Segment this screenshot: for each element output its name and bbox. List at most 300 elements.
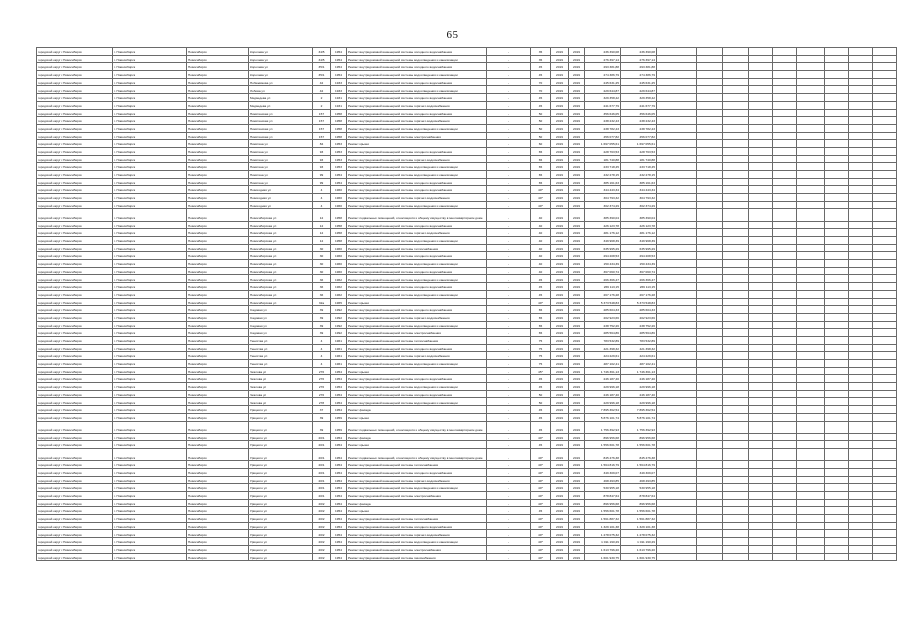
cell-empty [873, 298, 897, 306]
cell-locality: г. Новосибирск [113, 413, 187, 421]
cell-empty [797, 186, 825, 194]
cell-cost-total: 229 644,87 [621, 86, 657, 94]
cell-empty-col: - [487, 449, 531, 461]
cell-cost-total: 481 176,12 [621, 229, 657, 237]
cell-build-year: 1962 [331, 275, 347, 283]
cell-cost: 304 793,32 [585, 194, 621, 202]
cell-empty [723, 306, 749, 314]
cell-end-year: 2019 [569, 155, 585, 163]
cell-empty [825, 109, 849, 117]
cell-empty [773, 283, 797, 291]
cell-work-type: Ремонт крыши [347, 298, 487, 306]
cell-empty [873, 468, 897, 476]
cell-empty [657, 484, 697, 492]
cell-empty [773, 538, 797, 546]
cell-empty [773, 117, 797, 125]
cell-empty [657, 313, 697, 321]
cell-municipality: городской округ г.Новосибирск [37, 124, 113, 132]
cell-empty [873, 155, 897, 163]
cell-work-type: Ремонт внутридомовой инженерной системы холодного водоснабжения [347, 109, 487, 117]
cell-municipality: городской округ г.Новосибирск [37, 260, 113, 268]
cell-municipality: городской округ г.Новосибирск [37, 221, 113, 229]
table-row [37, 117, 897, 125]
cell-house-number: 30 [313, 260, 331, 268]
table-row [37, 441, 897, 449]
cell-cost: 349 309,07 [585, 468, 621, 476]
cell-empty [825, 186, 849, 194]
cell-empty [723, 101, 749, 109]
cell-empty [797, 201, 825, 209]
cell-work-type: Ремонт внутридомовой инженерной системы водоотведения и канализации [347, 538, 487, 546]
table-row [37, 132, 897, 140]
cell-empty [849, 55, 873, 63]
cell-city: Новосибирск [187, 194, 249, 202]
cell-start-year: 2019 [551, 101, 569, 109]
cell-end-year: 2019 [569, 321, 585, 329]
cell-empty [697, 461, 723, 469]
cell-build-year: 1961 [331, 352, 347, 360]
cell-empty [873, 209, 897, 221]
cell-empty-col: - [487, 398, 531, 406]
cell-cost-total: 896 956,68 [621, 499, 657, 507]
cell-empty [849, 201, 873, 209]
cell-empty [873, 553, 897, 561]
cell-empty [849, 178, 873, 186]
cell-cost-total: 294 208,53 [621, 252, 657, 260]
cell-empty [825, 275, 849, 283]
cell-start-year: 2019 [551, 194, 569, 202]
cell-build-year: 1954 [331, 530, 347, 538]
cell-empty [657, 109, 697, 117]
cell-empty [723, 117, 749, 125]
cell-empty-col: - [487, 178, 531, 186]
cell-empty [797, 484, 825, 492]
cell-locality: г. Новосибирск [113, 78, 187, 86]
cell-empty [825, 78, 849, 86]
cell-empty [697, 237, 723, 245]
cell-empty [849, 117, 873, 125]
cell-work-type: Ремонт подвальных помещений, относящихся к общему имуществу в многоквартирном доме [347, 449, 487, 461]
cell-cost: 5 876 101,74 [585, 413, 621, 421]
cell-empty [657, 86, 697, 94]
cell-cost-total: 276 397,14 [621, 55, 657, 63]
cell-cost: 1 564 816,79 [585, 461, 621, 469]
cell-empty [825, 201, 849, 209]
cell-empty [849, 499, 873, 507]
cell-end-year: 2019 [569, 290, 585, 298]
cell-cost: 181 740,88 [585, 155, 621, 163]
cell-work-type: Ремонт внутридомовой инженерной системы водоотведения и канализации [347, 398, 487, 406]
cell-empty [749, 178, 773, 186]
cell-empty [773, 530, 797, 538]
cell-house-number: 157 [313, 117, 331, 125]
cell-empty [697, 147, 723, 155]
cell-cost-total: 267 176,28 [621, 290, 657, 298]
cell-empty-col: - [487, 298, 531, 306]
cell-empty [723, 252, 749, 260]
cell-locality: г. Новосибирск [113, 367, 187, 375]
cell-street: Урицкого ул [249, 476, 313, 484]
cell-empty [873, 515, 897, 523]
table-row [37, 398, 897, 406]
cell-empty [723, 367, 749, 375]
cell-empty [849, 367, 873, 375]
cell-house-number: 20/1 [313, 461, 331, 469]
cell-cost: 241 677,79 [585, 101, 621, 109]
cell-municipality: городской округ г.Новосибирск [37, 538, 113, 546]
cell-municipality: городской округ г.Новосибирск [37, 55, 113, 63]
cell-empty [723, 449, 749, 461]
cell-cost: 285 604,33 [585, 306, 621, 314]
cell-empty [697, 275, 723, 283]
cell-cost: 783 532,89 [585, 336, 621, 344]
cell-work-type: Ремонт внутридомовой инженерной системы водоотведения и канализации [347, 360, 487, 368]
cell-empty [825, 306, 849, 314]
cell-cost-total: 1 561 887,32 [621, 515, 657, 523]
cell-empty-col: - [487, 101, 531, 109]
cell-empty [873, 492, 897, 500]
cell-empty [657, 48, 697, 56]
cell-empty [849, 147, 873, 155]
cell-build-year: 1954 [331, 484, 347, 492]
cell-house-number: 4 [313, 336, 331, 344]
cell-empty [749, 476, 773, 484]
cell-empty [773, 413, 797, 421]
cell-build-year: 1992 [331, 321, 347, 329]
cell-empty [749, 390, 773, 398]
cell-empty [657, 433, 697, 441]
cell-empty [749, 260, 773, 268]
cell-build-year: 1954 [331, 375, 347, 383]
cell-locality: г. Новосибирск [113, 147, 187, 155]
table-row [37, 492, 897, 500]
cell-empty [723, 201, 749, 209]
cell-cost-total: 356 646,05 [621, 109, 657, 117]
cell-start-year: 2019 [551, 55, 569, 63]
table-row [37, 329, 897, 337]
cell-empty [749, 229, 773, 237]
cell-empty [825, 530, 849, 538]
cell-empty [749, 545, 773, 553]
cell-empty [773, 375, 797, 383]
cell-locality: г. Новосибирск [113, 186, 187, 194]
cell-street: Никитина ул [249, 155, 313, 163]
cell-start-year: 2019 [551, 260, 569, 268]
cell-work-type: Ремонт внутридомовой инженерной системы теплоснабжения [347, 336, 487, 344]
cell-empty [797, 449, 825, 461]
cell-empty [873, 290, 897, 298]
cell-build-year: 1954 [331, 398, 347, 406]
cell-empty [797, 545, 825, 553]
cell-empty [723, 55, 749, 63]
cell-empty [773, 398, 797, 406]
cell-house-number: 276 [313, 375, 331, 383]
cell-house-number: 20/2 [313, 515, 331, 523]
cell-empty [797, 71, 825, 79]
cell-empty-col: - [487, 492, 531, 500]
table-row [37, 538, 897, 546]
cell-empty [697, 468, 723, 476]
cell-cost: 878 847,64 [585, 492, 621, 500]
cell-empty [797, 507, 825, 515]
cell-wear-percent: 70 [531, 78, 551, 86]
cell-empty [749, 441, 773, 449]
table-row [37, 267, 897, 275]
cell-empty [723, 321, 749, 329]
cell-empty [873, 461, 897, 469]
cell-house-number: 34/5 [313, 48, 331, 56]
cell-work-type: Ремонт крыши [347, 441, 487, 449]
cell-empty [723, 63, 749, 71]
cell-city: Новосибирск [187, 78, 249, 86]
cell-empty [657, 538, 697, 546]
cell-empty [697, 441, 723, 449]
cell-empty [797, 237, 825, 245]
cell-empty [825, 260, 849, 268]
cell-empty [849, 124, 873, 132]
cell-wear-percent: 40* [531, 186, 551, 194]
table-row [37, 515, 897, 523]
cell-empty-col: - [487, 229, 531, 237]
cell-empty-col: - [487, 484, 531, 492]
cell-empty [873, 484, 897, 492]
cell-house-number: 30 [313, 252, 331, 260]
cell-wear-percent: 40 [531, 229, 551, 237]
cell-empty [773, 132, 797, 140]
cell-empty [849, 78, 873, 86]
cell-street: Новосибирская ул [249, 267, 313, 275]
cell-street: Урицкого ул [249, 499, 313, 507]
cell-empty [849, 237, 873, 245]
cell-empty [749, 63, 773, 71]
cell-cost-total: 233 718,45 [621, 163, 657, 171]
cell-start-year: 2019 [551, 398, 569, 406]
cell-build-year: 1954 [331, 367, 347, 375]
cell-street: Никитина ул [249, 171, 313, 179]
cell-locality: г. Новосибирск [113, 421, 187, 433]
cell-city: Новосибирск [187, 229, 249, 237]
cell-municipality: городской округ г.Новосибирск [37, 398, 113, 406]
cell-empty-col: - [487, 260, 531, 268]
cell-empty [697, 48, 723, 56]
cell-street: Новогодняя ул [249, 186, 313, 194]
cell-empty [657, 155, 697, 163]
cell-empty [873, 367, 897, 375]
cell-city: Новосибирск [187, 406, 249, 414]
cell-empty [773, 71, 797, 79]
cell-end-year: 2019 [569, 71, 585, 79]
cell-wear-percent: 45* [531, 367, 551, 375]
cell-empty [849, 383, 873, 391]
cell-city: Новосибирск [187, 124, 249, 132]
cell-cost-total: 238 782,43 [621, 124, 657, 132]
cell-end-year: 2019 [569, 267, 585, 275]
cell-empty [797, 441, 825, 449]
cell-cost: 385 390,04 [585, 209, 621, 221]
cell-house-number: 4 [313, 194, 331, 202]
cell-empty [825, 63, 849, 71]
cell-start-year: 2019 [551, 545, 569, 553]
cell-cost: 385 161,63 [585, 178, 621, 186]
cell-municipality: городской округ г.Новосибирск [37, 329, 113, 337]
cell-start-year: 2019 [551, 209, 569, 221]
cell-locality: г. Новосибирск [113, 283, 187, 291]
table-row [37, 406, 897, 414]
cell-empty [657, 336, 697, 344]
cell-empty [773, 229, 797, 237]
cell-empty [723, 461, 749, 469]
table-row [37, 336, 897, 344]
cell-wear-percent: 50 [531, 117, 551, 125]
cell-empty [773, 344, 797, 352]
cell-empty [849, 321, 873, 329]
cell-empty [697, 267, 723, 275]
cell-cost: 1 011 190,29 [585, 538, 621, 546]
cell-empty [873, 441, 897, 449]
cell-work-type: Ремонт внутридомовой инженерной системы теплоснабжения [347, 461, 487, 469]
cell-empty [849, 476, 873, 484]
cell-street: Новосибирская ул [249, 237, 313, 245]
cell-cost-total: 432 278,15 [621, 171, 657, 179]
cell-city: Новосибирск [187, 267, 249, 275]
cell-empty [697, 553, 723, 561]
cell-municipality: городской округ г.Новосибирск [37, 178, 113, 186]
cell-empty [723, 507, 749, 515]
cell-end-year: 2019 [569, 94, 585, 102]
cell-street: Никитина ул [249, 140, 313, 148]
cell-cost: 238 782,43 [585, 124, 621, 132]
cell-house-number: 35/1 [313, 71, 331, 79]
cell-work-type: Ремонт внутридомовой инженерной системы горячего водоснабжения [347, 476, 487, 484]
cell-empty-col: - [487, 147, 531, 155]
cell-street: Урицкого ул [249, 515, 313, 523]
table-row [37, 55, 897, 63]
cell-empty [749, 275, 773, 283]
cell-cost: 236 390,08 [585, 48, 621, 56]
cell-empty [697, 290, 723, 298]
cell-locality: г. Новосибирск [113, 433, 187, 441]
cell-city: Новосибирск [187, 507, 249, 515]
cell-cost: 1 746 361,13 [585, 367, 621, 375]
cell-empty [657, 461, 697, 469]
cell-locality: г. Новосибирск [113, 344, 187, 352]
cell-empty [697, 124, 723, 132]
cell-end-year: 2019 [569, 522, 585, 530]
cell-municipality: городской округ г.Новосибирск [37, 321, 113, 329]
cell-empty-col: - [487, 186, 531, 194]
cell-wear-percent: 60 [531, 140, 551, 148]
cell-empty [849, 290, 873, 298]
cell-city: Новосибирск [187, 237, 249, 245]
cell-empty [849, 484, 873, 492]
cell-empty [723, 147, 749, 155]
cell-street: Урицкого ул [249, 484, 313, 492]
cell-empty [697, 171, 723, 179]
cell-locality: г. Новосибирск [113, 63, 187, 71]
cell-end-year: 2019 [569, 186, 585, 194]
cell-empty [697, 515, 723, 523]
cell-empty [749, 155, 773, 163]
cell-empty [873, 94, 897, 102]
cell-locality: г. Новосибирск [113, 86, 187, 94]
cell-empty [825, 336, 849, 344]
cell-street: Королева ул [249, 48, 313, 56]
cell-city: Новосибирск [187, 421, 249, 433]
cell-work-type: Ремонт внутридомовой инженерной системы холодного водоснабжения [347, 48, 487, 56]
cell-city: Новосибирск [187, 201, 249, 209]
table-row [37, 375, 897, 383]
cell-empty [825, 237, 849, 245]
cell-cost-total: 367 060,74 [621, 267, 657, 275]
cell-empty [825, 406, 849, 414]
cell-empty [797, 171, 825, 179]
cell-empty [657, 321, 697, 329]
cell-city: Новосибирск [187, 553, 249, 561]
cell-cost: 432 278,15 [585, 171, 621, 179]
cell-empty [749, 367, 773, 375]
cell-start-year: 2019 [551, 468, 569, 476]
cell-empty [797, 178, 825, 186]
cell-wear-percent: 65 [531, 155, 551, 163]
cell-cost-total: 5 876 101,74 [621, 413, 657, 421]
cell-empty [849, 507, 873, 515]
cell-empty [749, 530, 773, 538]
cell-street: Медведева ул [249, 94, 313, 102]
cell-wear-percent: 45 [531, 413, 551, 421]
cell-empty [657, 201, 697, 209]
cell-locality: г. Новосибирск [113, 553, 187, 561]
table-row [37, 360, 897, 368]
cell-street: Урицкого ул [249, 461, 313, 469]
cell-empty [697, 155, 723, 163]
cell-cost-total: 1 011 190,29 [621, 538, 657, 546]
cell-wear-percent: 65 [531, 313, 551, 321]
cell-empty [697, 132, 723, 140]
cell-street: Новосибирская ул [249, 252, 313, 260]
cell-work-type: Ремонт фасада [347, 406, 487, 414]
cell-work-type: Ремонт внутридомовой инженерной системы водоотведения и канализации [347, 55, 487, 63]
cell-wear-percent: 45 [531, 94, 551, 102]
cell-house-number: 84 [313, 140, 331, 148]
table-row [37, 109, 897, 117]
cell-cost: 228 763,53 [585, 147, 621, 155]
cell-empty [697, 413, 723, 421]
cell-house-number: 278 [313, 398, 331, 406]
cell-house-number: 34/5 [313, 55, 331, 63]
cell-locality: г. Новосибирск [113, 260, 187, 268]
cell-empty-col: - [487, 171, 531, 179]
cell-empty [749, 94, 773, 102]
cell-end-year: 2019 [569, 538, 585, 546]
cell-empty-col: - [487, 433, 531, 441]
cell-city: Новосибирск [187, 209, 249, 221]
cell-house-number: 2 [313, 101, 331, 109]
cell-empty [873, 229, 897, 237]
cell-city: Новосибирск [187, 171, 249, 179]
cell-empty [797, 306, 825, 314]
cell-build-year: 1965 [331, 298, 347, 306]
cell-empty [657, 63, 697, 71]
cell-street: Никитинская ул [249, 117, 313, 125]
cell-empty [797, 267, 825, 275]
cell-build-year: 1954 [331, 545, 347, 553]
cell-city: Новосибирск [187, 275, 249, 283]
cell-empty [657, 186, 697, 194]
cell-house-number: 39 [313, 321, 331, 329]
cell-city: Новосибирск [187, 221, 249, 229]
cell-empty-col: - [487, 155, 531, 163]
cell-empty [749, 244, 773, 252]
